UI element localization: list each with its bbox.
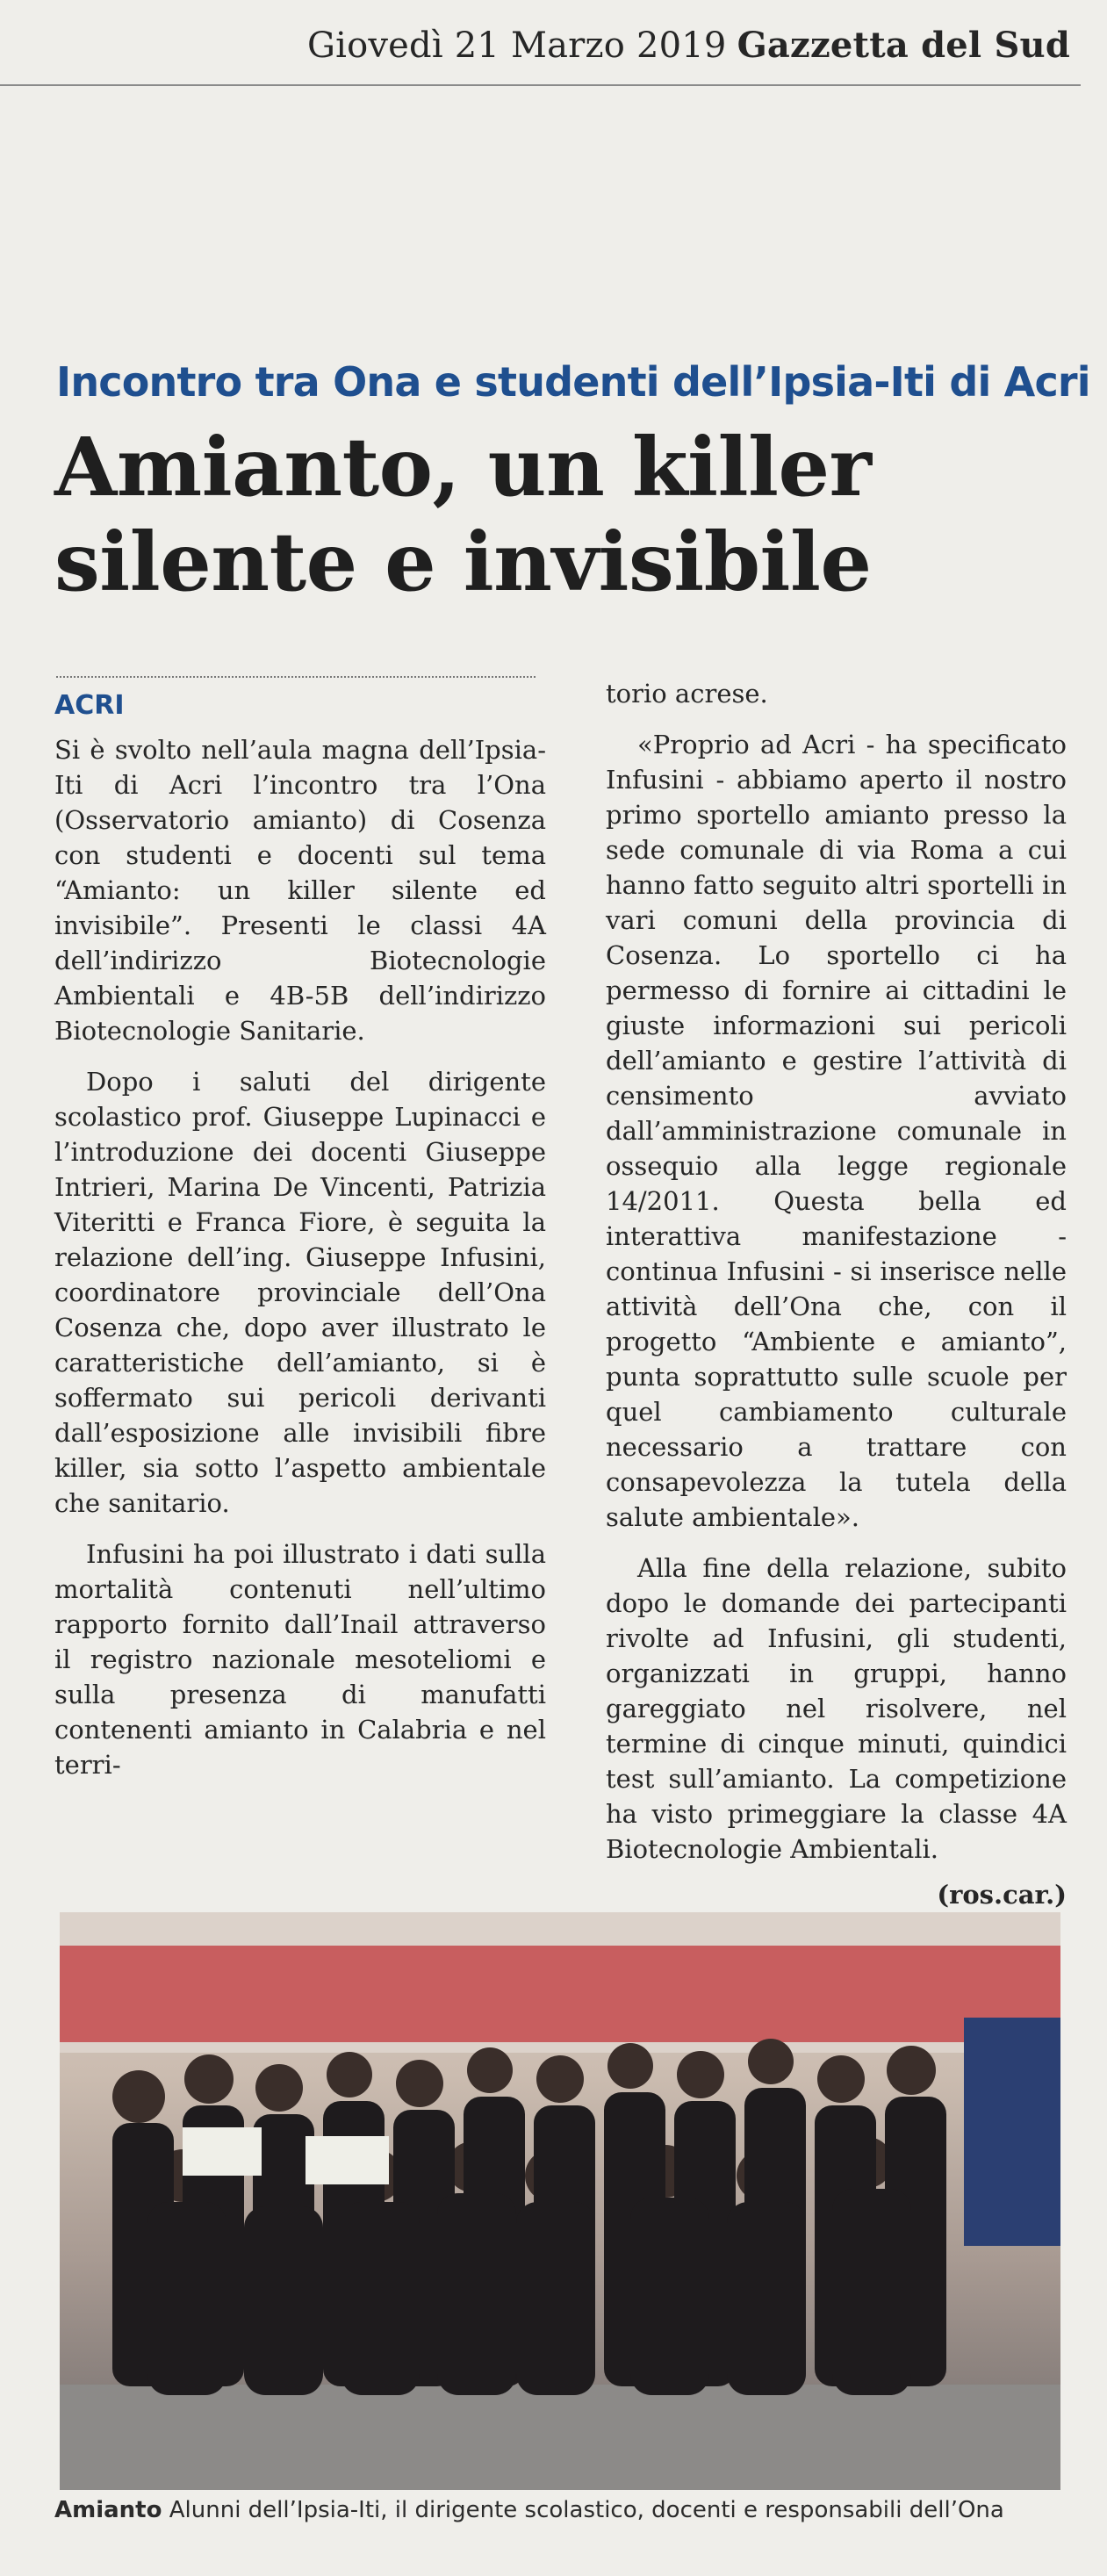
headline-line-1: Amianto, un killer [54, 420, 872, 514]
newspaper-name: Gazzetta del Sud [737, 25, 1070, 66]
byline: (ros.car.) [937, 1880, 1067, 1910]
masthead [307, 25, 1070, 66]
photo-caption [54, 2497, 1064, 2523]
article-column-left [54, 683, 546, 1870]
group-photo [60, 1912, 1060, 2490]
masthead-rule [0, 84, 1081, 86]
paragraph: Dopo i saluti del dirigente scolastico prof. Giuseppe Lupinacci e l’introduzione dei docenti Giuseppe Intrieri, Marina De Vincenti, Patrizia Viteritti e Franca Fiore, è seguita la relazione dell’ing. Giuseppe Infusini, coordinatore provinciale dell’Ona Cosenza che, dopo aver illustrato le caratteristiche dell’amianto, si è soffermato sui pericoli derivanti dall’esposizione alle invisibili fibre killer, sia sotto l’aspetto ambientale che sanitario. [54, 1067, 546, 1518]
caption-text: Alunni dell’Ipsia-Iti, il dirigente scolastico, docenti e responsabili dell’Ona [162, 2497, 1004, 2523]
article-column-right [606, 676, 1067, 1910]
issue-date: Giovedì 21 Marzo 2019 [306, 25, 727, 66]
caption-label: Amianto [54, 2497, 162, 2523]
photo-people [60, 1912, 1060, 2490]
paragraph: Si è svolto nell’aula magna dell’Ipsia-Iti di Acri l’incontro tra l’Ona (Osservatorio amianto) di Cosenza con studenti e docenti sul tema “Amianto: un killer silente ed invisibile”. Presenti le classi 4A dell’indirizzo Biotecnologie Ambientali e 4B-5B dell’indirizzo Biotecnologie Sanitarie. [54, 735, 546, 1046]
article-headline [54, 420, 1064, 609]
headline-line-2: silente e invisibile [54, 514, 872, 609]
paragraph: Infusini ha poi illustrato i dati sulla mortalità contenuti nell’ultimo rapporto fornito dall’Inail attraverso il registro nazionale mesoteliomi e sulla presenza di manufatti contenenti amianto in Calabria e nel terri- [54, 1539, 546, 1780]
paragraph: torio acrese. [606, 679, 768, 709]
dateline: ACRI [54, 690, 125, 721]
paragraph: «Proprio ad Acri - ha specificato Infusini - abbiamo aperto il nostro primo sportello amianto presso la sede comunale di via Roma a cui hanno fatto seguito altri sportelli in vari comuni della provincia di Cosenza. Lo sportello ci ha permesso di fornire ai cittadini le giuste informazioni sui pericoli dell’amianto e gestire l’attività di censimento avviato dall’amministrazione comunale in ossequio alla legge regionale 14/2011. Questa bella ed interattiva manifestazione - continua Infusini - si inserisce nelle attività dell’Ona che, con il progetto “Ambiente e amianto”, punta soprattutto sulle scuole per quel cambiamento culturale necessario a trattare con consapevolezza la tutela della salute ambientale». [606, 730, 1067, 1532]
article-kicker: Incontro tra Ona e studenti dell’Ipsia-Iti di Acri [56, 358, 1090, 406]
dateline-rule [56, 676, 536, 678]
paragraph: Alla fine della relazione, subito dopo le domande dei partecipanti rivolte ad Infusini, gli studenti, organizzati in gruppi, hanno gareggiato nel risolvere, nel termine di cinque minuti, quindici test sull’amianto. La competizione ha visto primeggiare la classe 4A Biotecnologie Ambientali. [606, 1553, 1067, 1864]
